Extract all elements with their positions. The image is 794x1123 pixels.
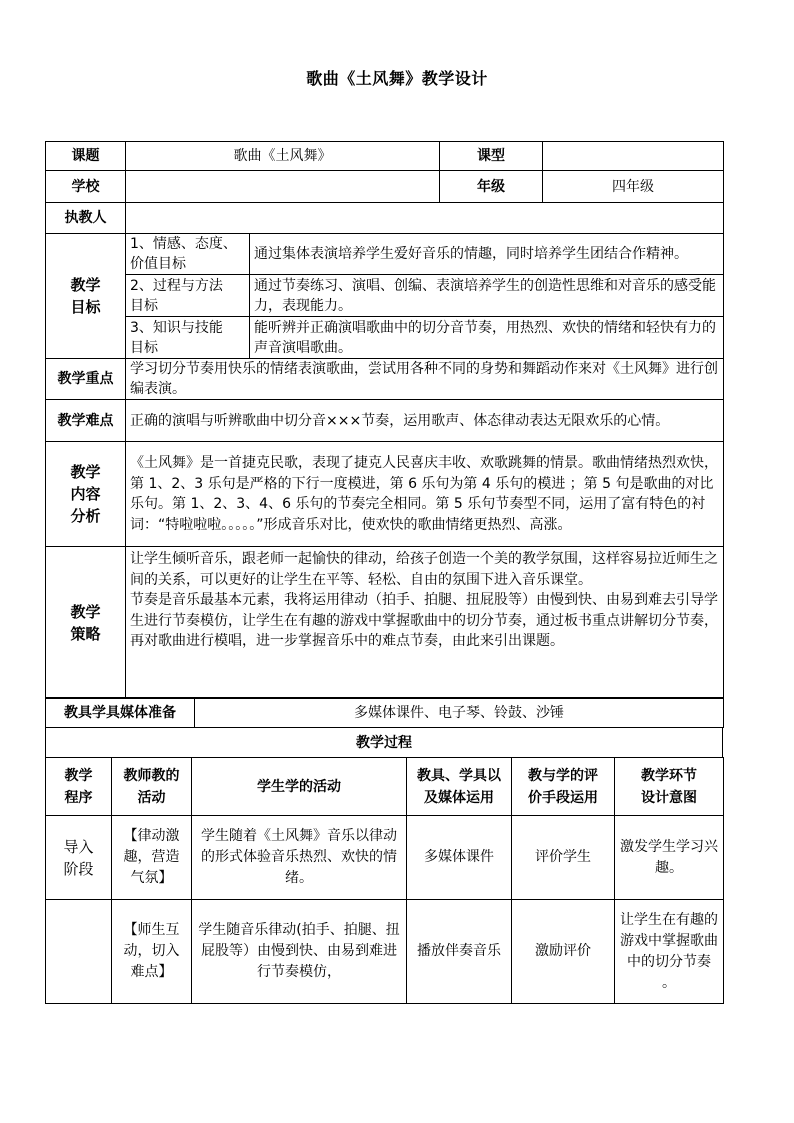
table-row bbox=[46, 816, 724, 900]
student-activity: 学生随着《土风舞》音乐以律动的形式体验音乐热烈、欢快的情绪。 bbox=[192, 816, 407, 900]
media-table bbox=[45, 697, 724, 728]
design-intent: 让学生在有趣的游戏中掌握歌曲中的切分节奏 。 bbox=[615, 900, 724, 1004]
media-used: 多媒体课件 bbox=[407, 816, 512, 900]
objective-text: 通过集体表演培养学生爱好音乐的情趣，同时培养学生团结合作精神。 bbox=[250, 234, 724, 275]
stage-name: 导入 阶段 bbox=[46, 816, 112, 900]
process-header: 教学过程 bbox=[46, 728, 723, 758]
grade-value: 四年级 bbox=[543, 171, 724, 203]
process-column-header: 教学 程序 bbox=[46, 758, 112, 816]
strategy-label: 教学 策略 bbox=[46, 547, 126, 699]
process-column-header: 教具、学具以 及媒体运用 bbox=[407, 758, 512, 816]
type-label: 课型 bbox=[440, 142, 543, 171]
teacher-activity: 【律动激 趣，营造 气氛】 bbox=[112, 816, 192, 900]
objective-name: 1、情感、态度、 价值目标 bbox=[126, 234, 250, 275]
key-point-text: 学习切分节奏用快乐的情绪表演歌曲，尝试用各种不同的身势和舞蹈动作来对《土风舞》进行创编表演。 bbox=[126, 359, 724, 400]
design-intent: 激发学生学习兴趣。 bbox=[615, 816, 724, 900]
teacher-activity: 【师生互 动，切入 难点】 bbox=[112, 900, 192, 1004]
process-column-header: 教学环节 设计意图 bbox=[615, 758, 724, 816]
process-table bbox=[45, 757, 724, 1004]
grade-label: 年级 bbox=[440, 171, 543, 203]
analysis-label: 教学 内容 分析 bbox=[46, 442, 126, 547]
objective-name: 3、知识与技能 目标 bbox=[126, 317, 250, 359]
objective-name: 2、过程与方法 目标 bbox=[126, 275, 250, 317]
media-text: 多媒体课件、电子琴、铃鼓、沙锤 bbox=[195, 698, 724, 728]
page-title: 歌曲《土风舞》教学设计 bbox=[306, 69, 488, 88]
evaluation-method: 激励评价 bbox=[512, 900, 615, 1004]
process-column-header: 学生学的活动 bbox=[192, 758, 407, 816]
process-header-table bbox=[45, 727, 723, 758]
table-row bbox=[46, 900, 724, 1004]
strategy-paragraph-2: 节奏是音乐最基本元素，我将运用律动（拍手、拍腿、扭屁股等）由慢到快、由易到难去引导学生进行节奏模仿，让学生在有趣的游戏中掌握歌曲中的切分节奏，通过板书重点讲解切分节奏，再对歌曲进行模唱，进一步掌握音乐中的难点节奏，由此来引出课题。 bbox=[130, 592, 718, 649]
type-value bbox=[543, 142, 724, 171]
school-label: 学校 bbox=[46, 171, 126, 203]
evaluation-method: 评价学生 bbox=[512, 816, 615, 900]
teacher-label: 执教人 bbox=[46, 203, 126, 234]
topic-value: 歌曲《土风舞》 bbox=[126, 142, 440, 171]
objective-text: 能听辨并正确演唱歌曲中的切分音节奏，用热烈、欢快的情绪和轻快有力的声音演唱歌曲。 bbox=[250, 317, 724, 359]
topic-label: 课题 bbox=[46, 142, 126, 171]
difficulty-text: 正确的演唱与听辨歌曲中切分音×××节奏，运用歌声、体态律动表达无限欢乐的心情。 bbox=[126, 400, 724, 442]
key-point-label: 教学重点 bbox=[46, 359, 126, 400]
objective-text: 通过节奏练习、演唱、创编、表演培养学生的创造性思维和对音乐的感受能力，表现能力。 bbox=[250, 275, 724, 317]
media-used: 播放伴奏音乐 bbox=[407, 900, 512, 1004]
stage-name bbox=[46, 900, 112, 1004]
student-activity: 学生随音乐律动(拍手、拍腿、扭屁股等）由慢到快、由易到难进行节奏模仿， bbox=[192, 900, 407, 1004]
difficulty-label: 教学难点 bbox=[46, 400, 126, 442]
teacher-value bbox=[126, 203, 724, 234]
lesson-info-table bbox=[45, 141, 724, 699]
strategy-paragraph-1: 让学生倾听音乐，跟老师一起愉快的律动，给孩子创造一个美的教学氛围，这样容易拉近师生之间的关系，可以更好的让学生在平等、轻松、自由的氛围下进入音乐课堂。 bbox=[130, 551, 718, 588]
objectives-label: 教学 目标 bbox=[46, 234, 126, 359]
media-label: 教具学具媒体准备 bbox=[46, 698, 195, 728]
school-value bbox=[126, 171, 440, 203]
process-column-header: 教与学的评 价手段运用 bbox=[512, 758, 615, 816]
analysis-text: 《土风舞》是一首捷克民歌，表现了捷克人民喜庆丰收、欢歌跳舞的情景。歌曲情绪热烈欢快，第 1、2、3 乐句是严格的下行一度模进，第 6 乐句为第 4 乐句的模进 ；第 5 句是歌曲的对比乐句。第 1、2、3、4、6 乐句的节奏完全相同。第 5 乐句节奏型不同，运用了富有特色的衬词：“特啦啦啦。。。。。”形成音乐对比，使欢快的歌曲情绪更热烈、高涨。 bbox=[126, 442, 724, 547]
process-column-header: 教师教的 活动 bbox=[112, 758, 192, 816]
